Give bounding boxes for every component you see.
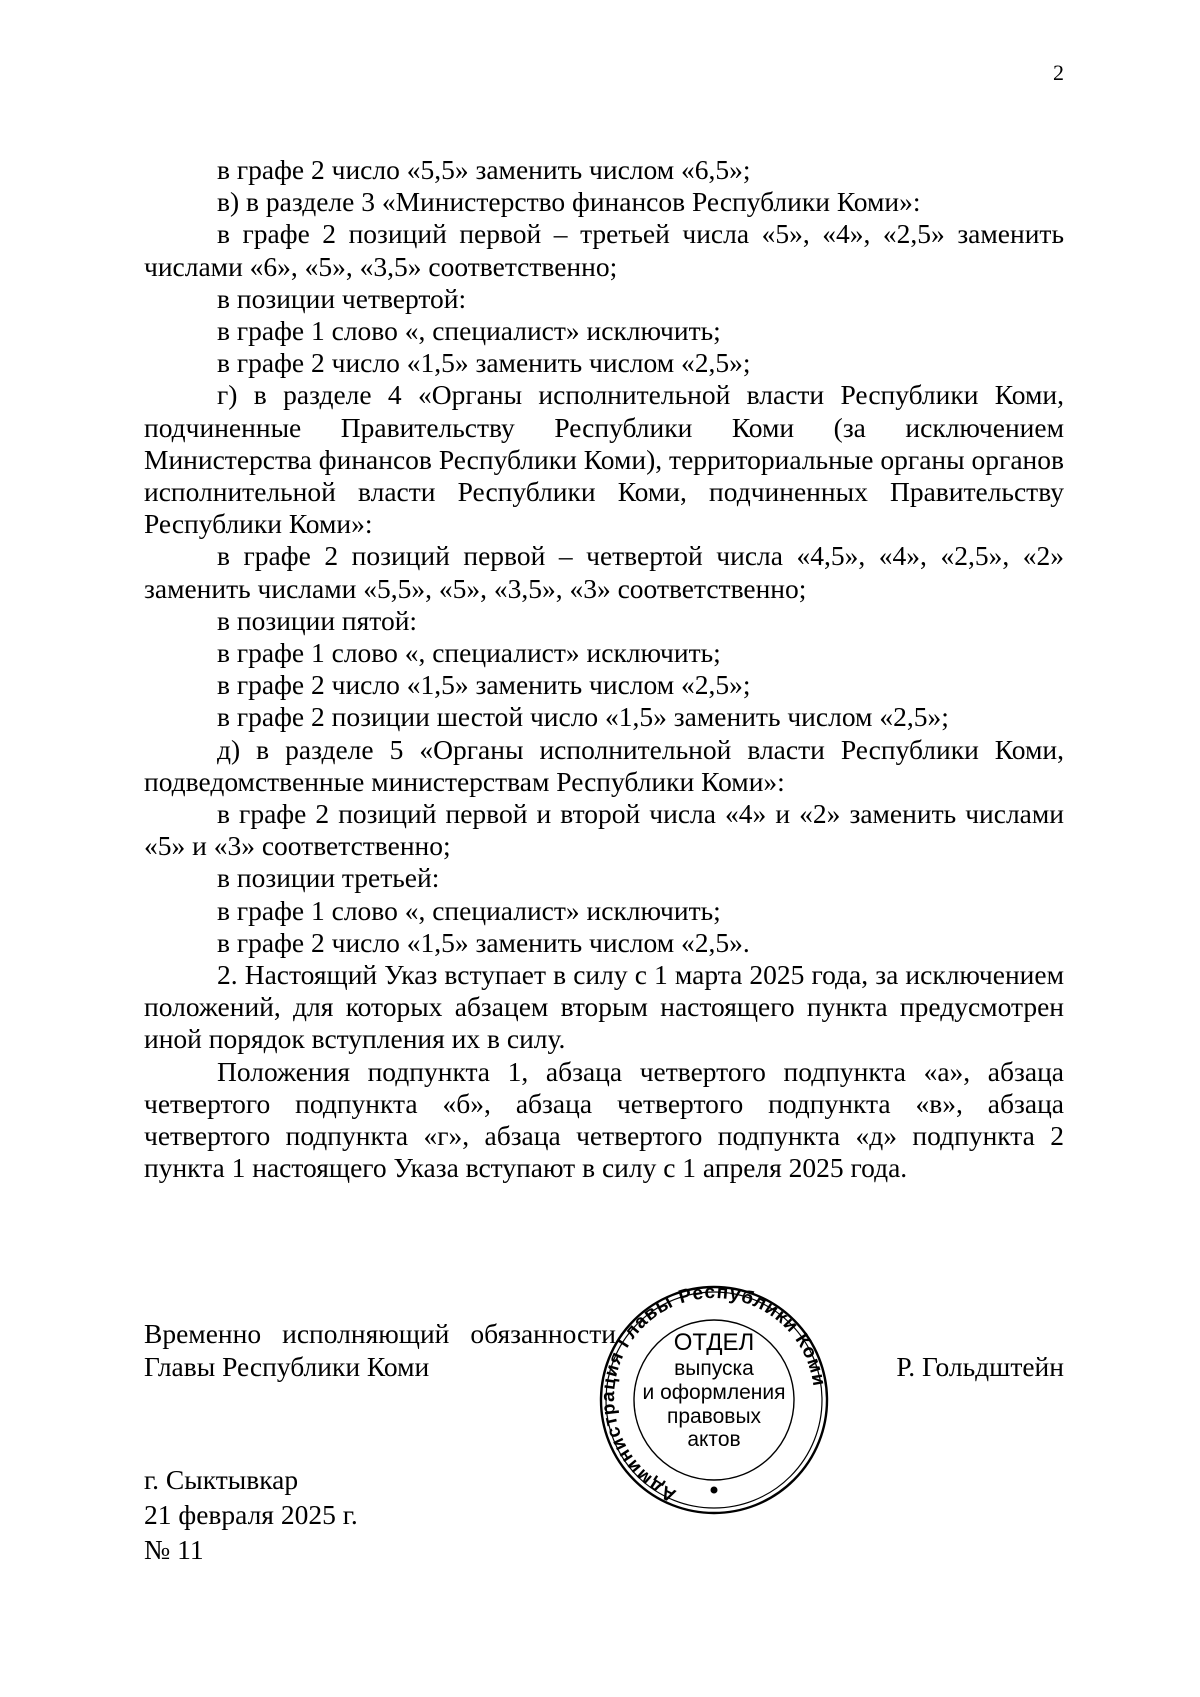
document-footer (144, 1462, 358, 1567)
document-number: № 11 (144, 1534, 204, 1565)
official-stamp (598, 1280, 830, 1520)
paragraph: в графе 2 позиций первой – третьей числа «5», «4», «2,5» заменить числами «6», «5», «3,5» соответственно; (144, 218, 1064, 282)
issue-city: г. Сыктывкар (144, 1464, 299, 1495)
stamp-center-line: правовых (666, 1405, 762, 1428)
issue-date: 21 февраля 2025 г. (144, 1499, 358, 1530)
paragraph: в графе 1 слово «, специалист» исключить; (217, 315, 721, 347)
stamp-ring-text: Администрация Главы Республики Коми (598, 1281, 830, 1506)
stamp-center-line: и оформления (642, 1381, 786, 1404)
paragraph: в графе 2 позиций первой – четвертой числа «4,5», «4», «2,5», «2» заменить числами «5,5», «5», «3,5», «3» соответственно; (144, 540, 1064, 604)
paragraph: в графе 2 число «5,5» заменить числом «6,5»; (217, 154, 751, 185)
paragraph: в графе 1 слово «, специалист» исключить; (217, 894, 721, 926)
paragraph: Положения подпункта 1, абзаца четвертого подпункта «а», абзаца четвертого подпункта «б», абзаца четвертого подпункта «в», абзаца четвертого подпункта «г», абзаца четвертого подпункта «д» подпункта 2 пункта 1 настоящего Указа вступают в силу с 1 апреля 2025 года. (144, 1055, 1064, 1184)
paragraph: в позиции пятой: (217, 604, 418, 636)
signatory-position-line2: Главы Республики Коми (144, 1351, 430, 1382)
paragraph: в графе 2 позиций первой и второй числа «4» и «2» заменить числами «5» и «3» соответственно; (144, 798, 1064, 862)
stamp-center-line: актов (687, 1428, 741, 1451)
paragraph: в графе 1 слово «, специалист» исключить; (217, 637, 721, 669)
paragraph: в позиции четвертой: (217, 282, 467, 314)
paragraph: в) в разделе 3 «Министерство финансов Республики Коми»: (217, 186, 921, 218)
stamp-center-line: выпуска (674, 1357, 754, 1380)
paragraph: в графе 2 число «1,5» заменить числом «2,5»; (217, 669, 751, 701)
paragraph: г) в разделе 4 «Органы исполнительной власти Республики Коми, подчиненные Правительству Республики Коми (за исключением Министерства финансов Республики Коми), территориальные органы органов исполнительной власти Республики Коми, подчиненных Правительству Республики Коми»: (144, 379, 1064, 540)
page-number: 2 (1053, 60, 1064, 85)
signatory-position (144, 1317, 616, 1383)
signatory-position-line1: Временно исполняющий обязанности (144, 1318, 616, 1349)
signatory-name: Р. Гольдштейн (896, 1351, 1064, 1382)
paragraph: д) в разделе 5 «Органы исполнительной власти Республики Коми, подведомственные министерствам Республики Коми»: (144, 733, 1064, 797)
paragraph: 2. Настоящий Указ вступает в силу с 1 марта 2025 года, за исключением положений, для которых абзацем вторым настоящего пункта предусмотрен иной порядок вступления их в силу. (144, 959, 1064, 1055)
paragraph: в графе 2 число «1,5» заменить числом «2,5»; (217, 347, 751, 379)
stamp-center-line: ОТДЕЛ (673, 1329, 755, 1356)
decree-body (144, 154, 1064, 1185)
stamp-star (711, 1487, 718, 1494)
paragraph: в позиции третьей: (217, 862, 440, 894)
paragraph: в графе 2 число «1,5» заменить числом «2,5». (217, 926, 750, 958)
paragraph: в графе 2 позиции шестой число «1,5» заменить числом «2,5»; (217, 701, 949, 733)
